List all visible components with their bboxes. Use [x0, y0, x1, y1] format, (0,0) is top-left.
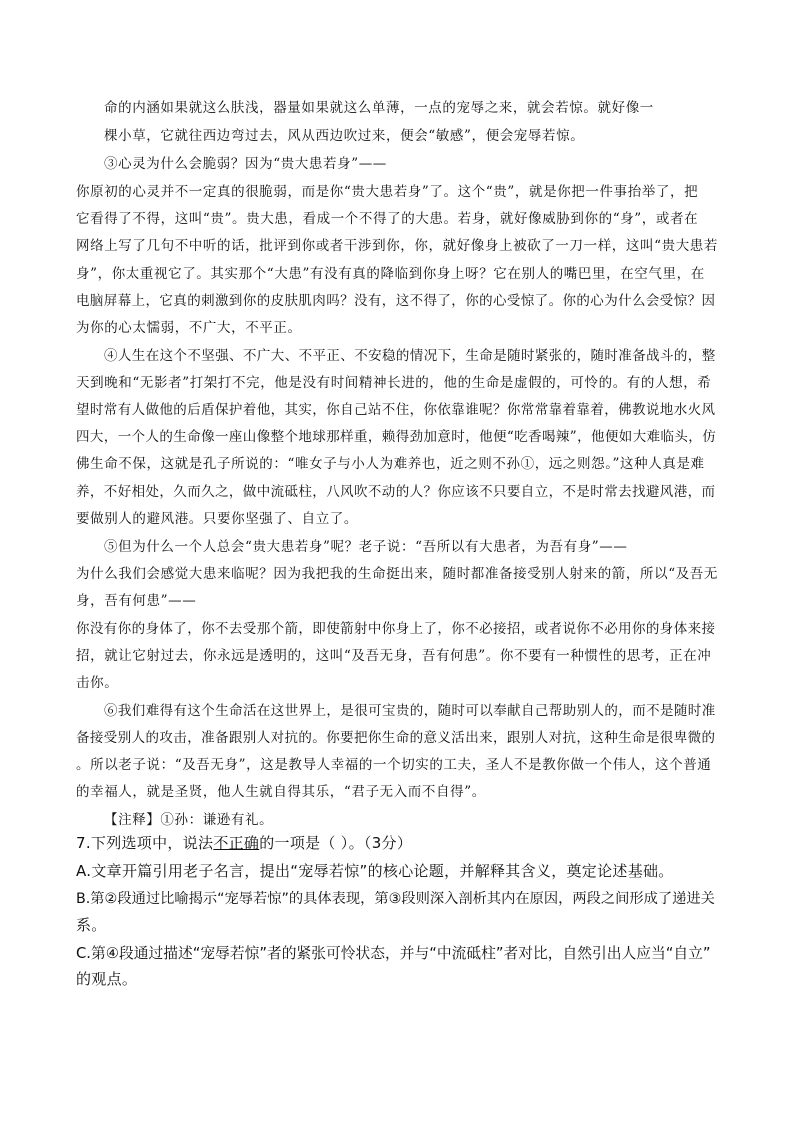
passage-line: 你没有你的身体了，你不去受那个箭，即使箭射中你身上了，你不必接招，或者说你不必用你的身体来接 — [76, 621, 716, 637]
passage-line: 养，不好相处，久而久之，做中流砥柱，八风吹不动的人？你应该不只要自立，不是时常去找避风港，而 — [76, 484, 716, 500]
passage-line: 要做别人的避风港。只要你坚强了、自立了。 — [76, 511, 358, 527]
passage-line: ③心灵为什么会脆弱？因为“贵大患若身”—— — [104, 156, 387, 172]
option-b: B.第②段通过比喻揭示“宠辱若惊”的具体表现，第③段则深入剖析其内在原因，两段之间形成了递进关 — [76, 891, 715, 907]
passage-line: 它看得了不得，这叫“贵”。贵大患，看成一个不得了的大患。若身，就好像威胁到你的“身”，或者在 — [76, 211, 699, 227]
option-b-continued: 系。 — [76, 916, 107, 934]
passage-line: 望时常有人做他的后盾保护着他，其实，你自己站不住，你依靠谁呢？你常常靠着靠着，佛教说地水火风 — [76, 402, 716, 418]
passage-line: ④人生在这个不坚强、不广大、不平正、不安稳的情况下，生命是随时紧张的，随时准备战斗的，整 — [104, 348, 716, 364]
passage-line: 棵小草，它就往西边弯过去，风从西边吹过来，便会“敏感”，便会宠辱若惊。 — [104, 128, 585, 144]
passage-line: 为你的心太懦弱，不广大，不平正。 — [76, 320, 302, 336]
passage-line: 的幸福人，就是圣贤，他人生就自得其乐，“君子无入而不自得”。 — [76, 784, 486, 800]
passage-line: 为什么我们会感觉大患来临呢？因为我把我的生命挺出来，随时都准备接受别人射来的箭，所以“及吾无 — [76, 566, 718, 582]
passage-line: 招，就让它射过去，你永远是透明的，这叫“及吾无身，吾有何患”。你不要有一种惯性的思考，正在冲 — [76, 648, 712, 664]
annotation-note: 【注释】①孙：谦逊有礼。 — [104, 812, 274, 828]
passage-line: 佛生命不保，这就是孔子所说的：“唯女子与小人为难养也，近之则不孙①，远之则怨。”这种人真是难 — [76, 456, 705, 472]
passage-line: 备接受别人的攻击，准备跟别人对抗的。你要把你生命的意义活出来，跟别人对抗，这种生命是很卑微的 — [76, 730, 716, 746]
option-c: C.第④段通过描述“宠辱若惊”者的紧张可怜状态，并与“中流砥柱”者对比，自然引出人应当“自立” — [76, 945, 711, 962]
option-c-continued: 的观点。 — [76, 970, 138, 988]
question-stem-prefix: 7.下列选项中，说法 — [76, 834, 214, 852]
passage-line: ⑥我们难得有这个生命活在这世界上，是很可宝贵的，随时可以奉献自己帮助别人的，而不是随时准 — [104, 703, 716, 719]
passage-line: 身，吾有何患”—— — [76, 593, 197, 609]
passage-line: 网络上写了几句不中听的话，批评到你或者干涉到你，你，就好像身上被砍了一刀一样，这叫“贵大患若 — [76, 238, 718, 254]
passage-line: 天到晚和“无影者”打架打不完，他是没有时间精神长进的，他的生命是虚假的，可怜的。有的人想，希 — [76, 375, 712, 391]
passage-line: 四大，一个人的生命像一座山像整个地球那样重，赖得劲加意时，他便“吃香喝辣”，他便如大难临头，仿 — [76, 429, 717, 445]
question-stem-suffix: 的一项是（ ）。（3分） — [259, 834, 413, 852]
passage-line: 。所以老子说：“及吾无身”，这是教导人幸福的一个切实的工夫，圣人不是教你做一个伟人，这个普通 — [76, 757, 712, 773]
option-a: A.文章开篇引用老子名言，提出“宠辱若惊”的核心论题，并解释其含义，奠定论述基础。 — [76, 862, 674, 880]
question-stem — [76, 832, 412, 853]
question-stem-underlined: 不正确 — [213, 834, 260, 852]
passage-line: 你原初的心灵并不一定真的很脆弱，而是你“贵大患若身”了。这个“贵”，就是你把一件事抬举了，把 — [76, 184, 699, 200]
passage-line: 命的内涵如果就这么肤浅，器量如果就这么单薄，一点的宠辱之来，就会若惊。就好像一 — [104, 100, 654, 116]
passage-line: 击你。 — [76, 675, 119, 691]
passage-line: 身”，你太重视它了。其实那个“大患”有没有真的降临到你身上呀？它在别人的嘴巴里，在空气里，在 — [76, 266, 705, 282]
passage-line: ⑤但为什么一个人总会“贵大患若身”呢？老子说：“吾所以有大患者，为吾有身”—— — [104, 539, 628, 555]
passage-line: 电脑屏幕上，它真的刺激到你的皮肤肌肉吗？没有，这不得了，你的心受惊了。你的心为什么会受惊？因 — [76, 293, 716, 309]
